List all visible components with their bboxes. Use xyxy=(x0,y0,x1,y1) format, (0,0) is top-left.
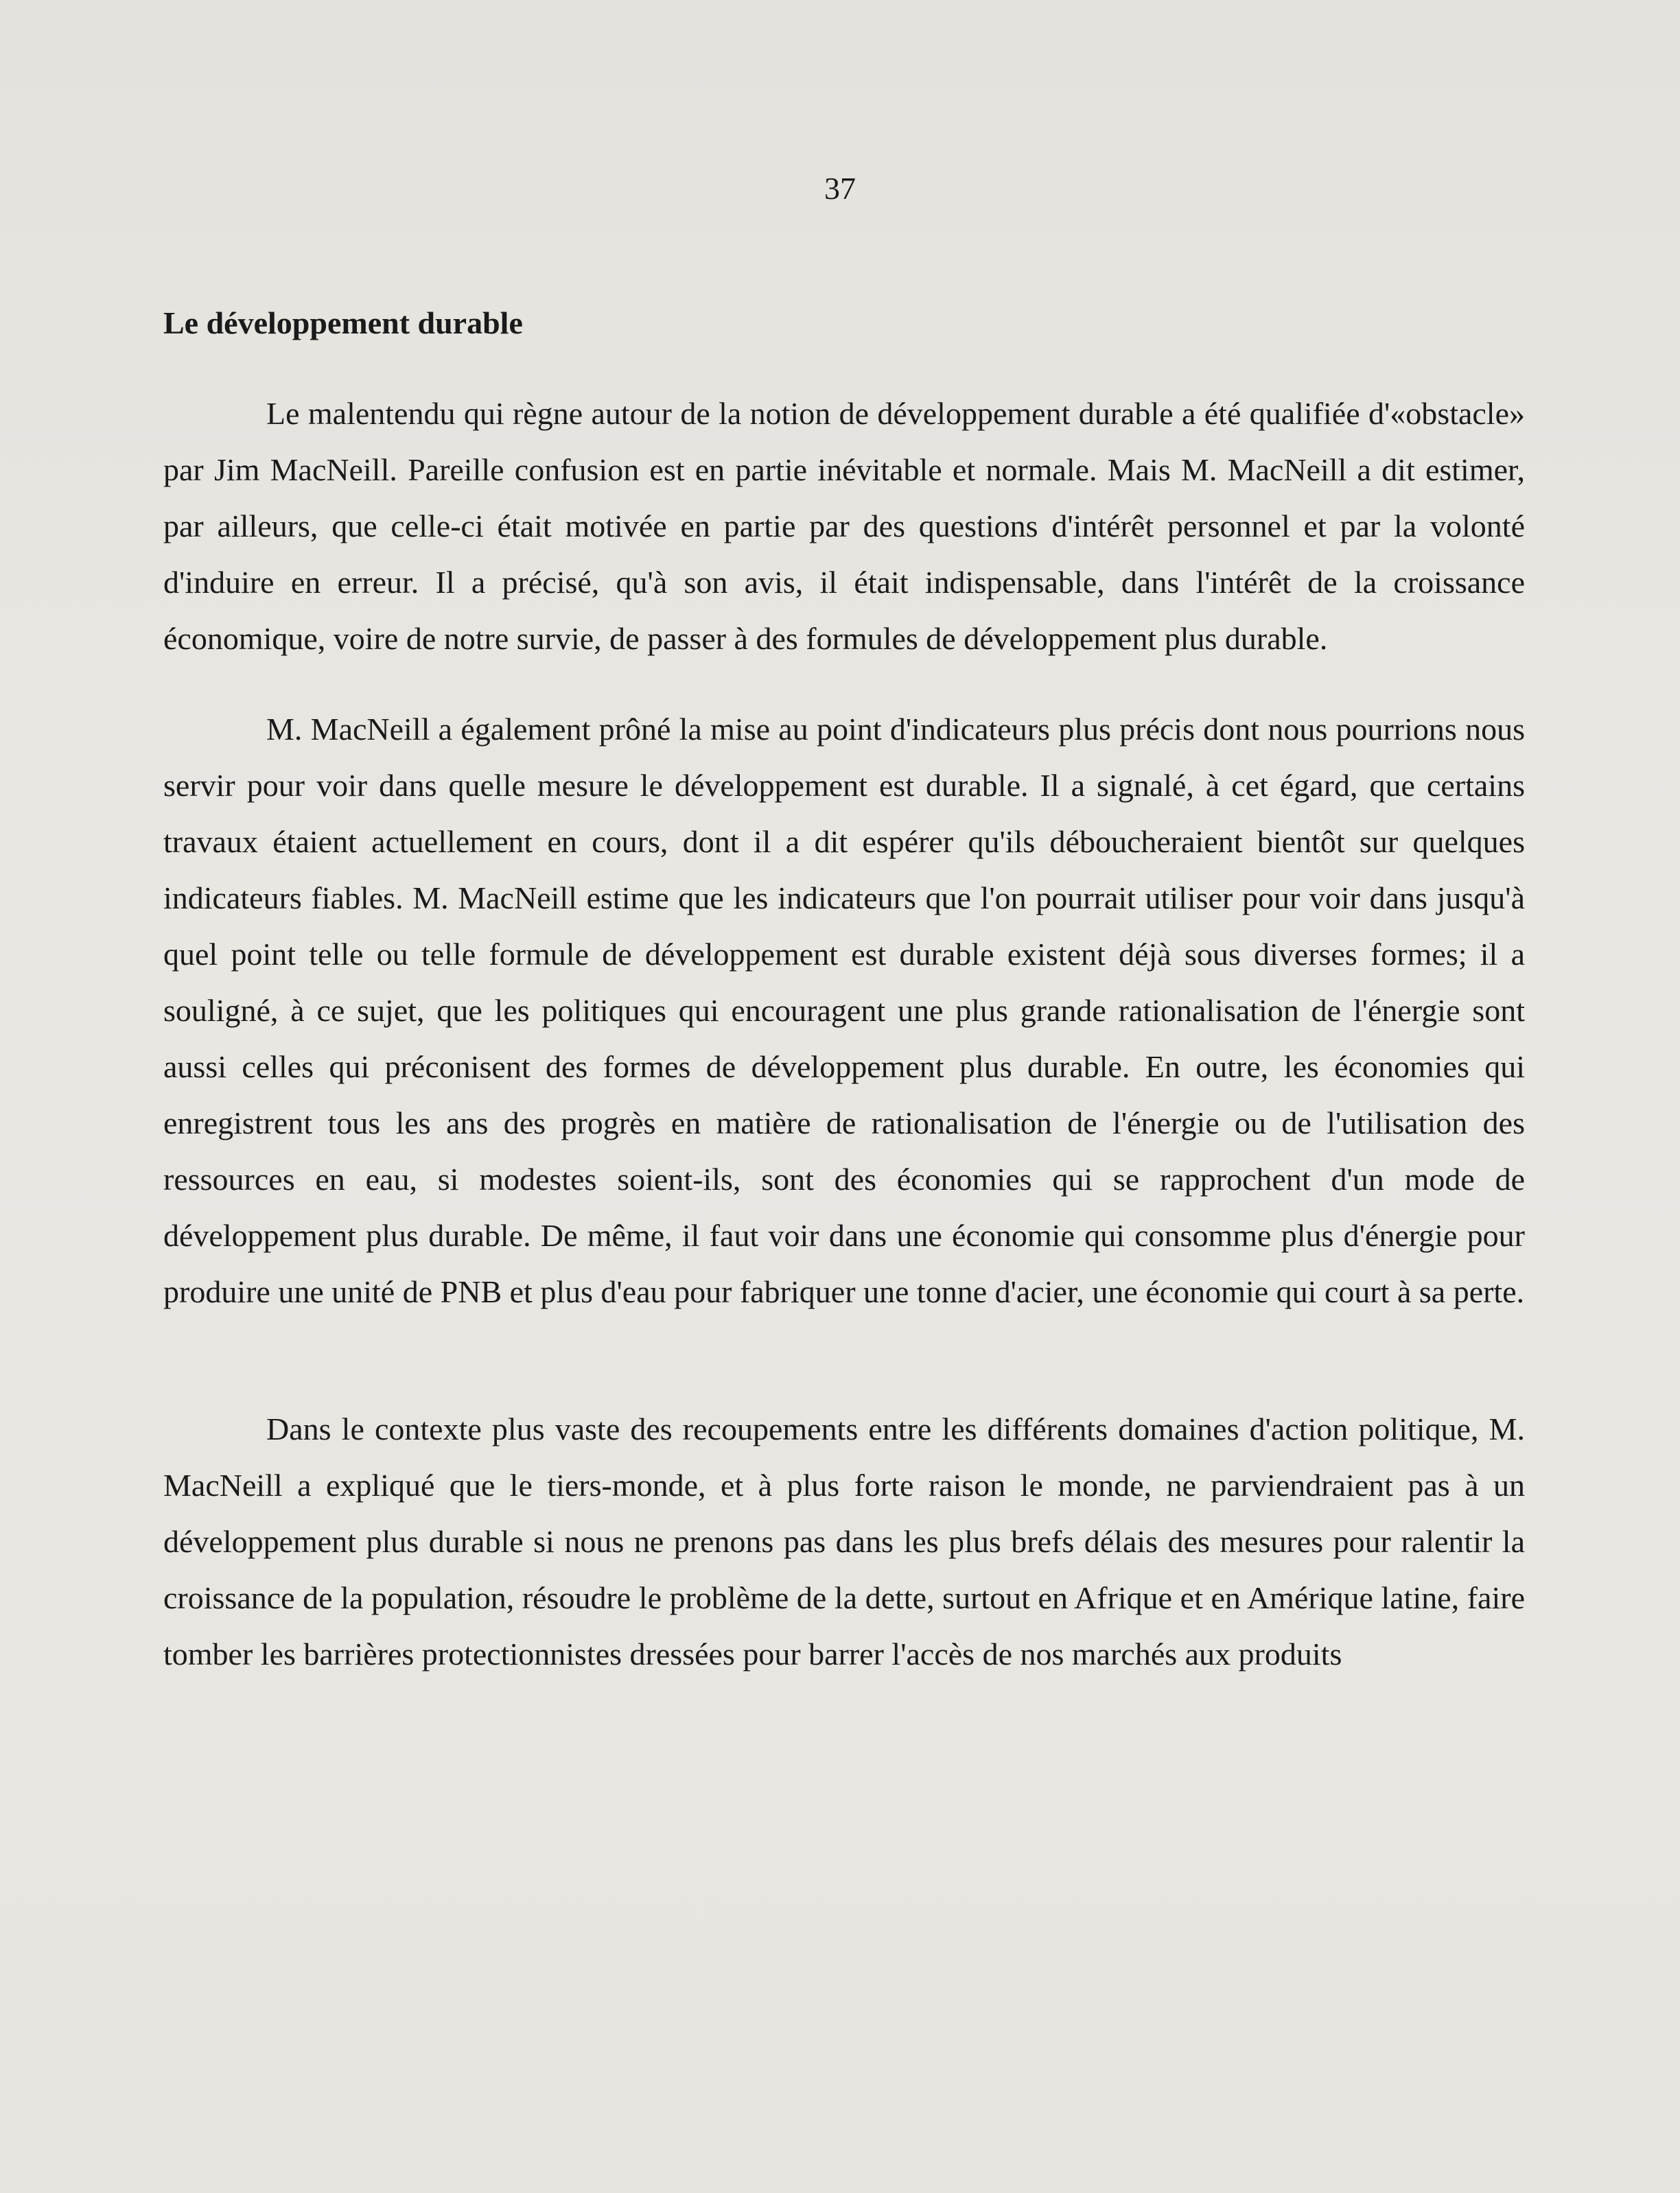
paragraph-2: M. MacNeill a également prôné la mise au point d'indicateurs plus précis dont nous pourrions nous servir pour voir dans quelle mesure le développement est durable. Il a signalé, à cet égard, que certains travaux étaient actuellement en cours, dont il a dit espérer qu'ils déboucheraient bientôt sur quelques indicateurs fiables. M. MacNeill estime que les indicateurs que l'on pourrait utiliser pour voir dans jusqu'à quel point telle ou telle formule de développement est durable existent déjà sous diverses formes; il a souligné, à ce sujet, que les politiques qui encouragent une plus grande rationalisation de l'énergie sont aussi celles qui préconisent des formes de développement plus durable. En outre, les économies qui enregistrent tous les ans des progrès en matière de rationalisation de l'énergie ou de l'utilisation des ressources en eau, si modestes soient-ils, sont des économies qui se rapprochent d'un mode de développement plus durable. De même, il faut voir dans une économie qui consomme plus d'énergie pour produire une unité de PNB et plus d'eau pour fabriquer une tonne d'acier, une économie qui court à sa perte. xyxy=(163,712,1525,1309)
section-heading: Le développement durable xyxy=(163,305,523,340)
paragraph-1: Le malentendu qui règne autour de la notion de développement durable a été qualifiée d'«obstacle» par Jim MacNeill. Pareille confusion est en partie inévitable et normale. Mais M. MacNeill a dit estimer, par ailleurs, que celle-ci était motivée en partie par des questions d'intérêt personnel et par la volonté d'induire en erreur. Il a précisé, qu'à son avis, il était indispensable, dans l'intérêt de la croissance économique, voire de notre survie, de passer à des formules de développement plus durable. xyxy=(163,396,1525,656)
page-number: 37 xyxy=(824,171,856,206)
paragraph-3: Dans le contexte plus vaste des recoupements entre les différents domaines d'action politique, M. MacNeill a expliqué que le tiers-monde, et à plus forte raison le monde, ne parviendraient pas à un développement plus durable si nous ne prenons pas dans les plus brefs délais des mesures pour ralentir la croissance de la population, résoudre le problème de la dette, surtout en Afrique et en Amérique latine, faire tomber les barrières protectionnistes dressées pour barrer l'accès de nos marchés aux produits xyxy=(163,1411,1525,1672)
document-body xyxy=(163,295,1525,1717)
